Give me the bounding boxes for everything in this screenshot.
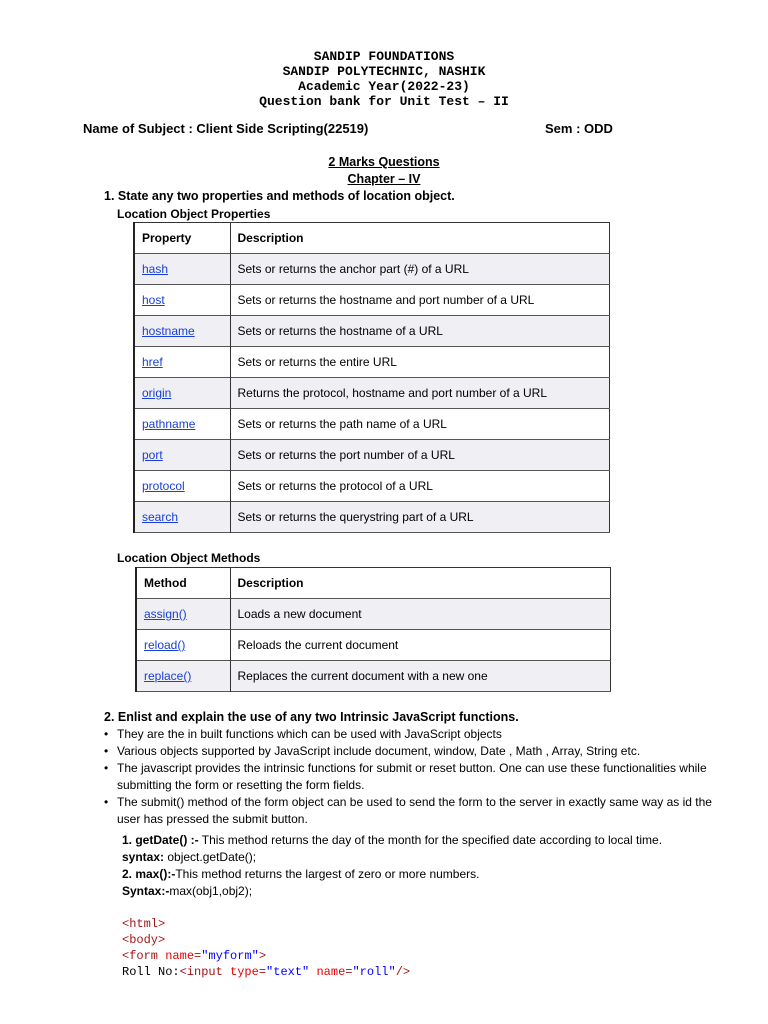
property-link-hostname[interactable]: hostname [142,324,195,338]
property-description: Sets or returns the anchor part (#) of a URL [230,254,610,285]
table-row [134,502,610,533]
table-row [136,630,611,661]
getdate-text: This method returns the day of the month for the specified date according to local time. [198,833,663,847]
subject-line [83,121,643,136]
property-description: Sets or returns the protocol of a URL [237,479,433,493]
semester: Sem : ODD [545,121,613,136]
properties-heading: Location Object Properties [117,207,271,221]
code-sample [122,916,410,980]
column-header-property: Property [134,223,230,254]
property-description: Returns the protocol, hostname and port number of a URL [230,378,610,409]
chapter-title: Chapter – IV [347,172,421,186]
header-line-1: SANDIP FOUNDATIONS [313,49,455,64]
column-header-description: Description [237,576,304,590]
property-description: Sets or returns the hostname and port number of a URL [237,293,535,307]
code-line-4: Roll No:<input type="text" name="roll"/> [122,965,411,979]
property-link-port[interactable]: port [142,448,163,462]
property-link-origin[interactable]: origin [142,386,172,400]
table-header-row [136,568,611,599]
table-row [134,347,610,378]
table-row [134,316,610,347]
list-item: • They are the in built functions which can be used with JavaScript objects [104,726,724,743]
property-link-pathname[interactable]: pathname [142,417,196,431]
method-description: Reloads the current document [237,638,399,652]
syntax-label: Syntax:- [122,884,170,898]
method-link-replace[interactable]: replace() [144,669,192,683]
table-header-row [134,223,610,254]
property-description: Sets or returns the querystring part of a URL [230,502,610,533]
getdate-explanation [122,832,682,849]
code-line-3: <form name="myform"> [122,949,267,963]
property-link-protocol[interactable]: protocol [142,479,185,493]
header-line-3: Academic Year(2022-23) [298,79,470,94]
property-description: Sets or returns the hostname of a URL [230,316,610,347]
list-item: • The submit() method of the form object can be used to send the form to the server in exactly same way as id the user has pressed the submit button. [104,794,724,828]
syntax-text: max(obj1,obj2); [169,884,253,898]
property-link-hash[interactable]: hash [142,262,169,276]
syntax-text: object.getDate(); [164,850,257,864]
methods-heading: Location Object Methods [117,551,261,565]
code-line-2: <body> [122,933,166,947]
table-row [134,440,610,471]
method-link-assign[interactable]: assign() [144,607,187,621]
property-link-host[interactable]: host [142,293,165,307]
table-row [136,599,611,630]
property-description: Sets or returns the entire URL [237,355,397,369]
table-row [134,409,610,440]
max-text: This method returns the largest of zero or more numbers. [175,867,480,881]
table-row [136,661,611,692]
property-link-href[interactable]: href [142,355,163,369]
question-2-title: 2. Enlist and explain the use of any two Intrinsic JavaScript functions. [104,710,519,724]
header-line-2: SANDIP POLYTECHNIC, NASHIK [282,64,486,79]
max-label: 2. max():- [122,867,176,881]
list-item: • Various objects supported by JavaScript include document, window, Date , Math , Array, String etc. [104,743,724,760]
syntax-label: syntax: [122,850,165,864]
method-link-reload[interactable]: reload() [144,638,186,652]
column-header-description: Description [237,231,304,245]
method-description: Replaces the current document with a new one [230,661,611,692]
function-explanations [122,832,682,900]
document-header [0,49,768,109]
section-title: 2 Marks Questions [328,155,440,169]
column-header-method: Method [136,568,230,599]
getdate-label: 1. getDate() :- [122,833,199,847]
table-row [134,471,610,502]
location-properties-table [133,222,610,533]
property-link-search[interactable]: search [142,510,179,524]
list-item: • The javascript provides the intrinsic functions for submit or reset button. One can use these functionalities while submitting the form or resetting the form fields. [104,760,724,794]
header-line-4: Question bank for Unit Test – II [259,94,509,109]
getdate-syntax [122,849,682,866]
intrinsic-functions-list [104,726,724,828]
property-description: Sets or returns the path name of a URL [237,417,447,431]
subject-name: Name of Subject : Client Side Scripting(22519) [83,121,369,136]
table-row [134,378,610,409]
location-methods-table [135,567,611,692]
question-1-title: 1. State any two properties and methods of location object. [104,189,455,203]
property-description: Sets or returns the port number of a URL [230,440,610,471]
max-syntax [122,883,682,900]
max-explanation [122,866,682,883]
method-description: Loads a new document [230,599,611,630]
code-line-1: <html> [122,917,166,931]
table-row [134,285,610,316]
table-row [134,254,610,285]
